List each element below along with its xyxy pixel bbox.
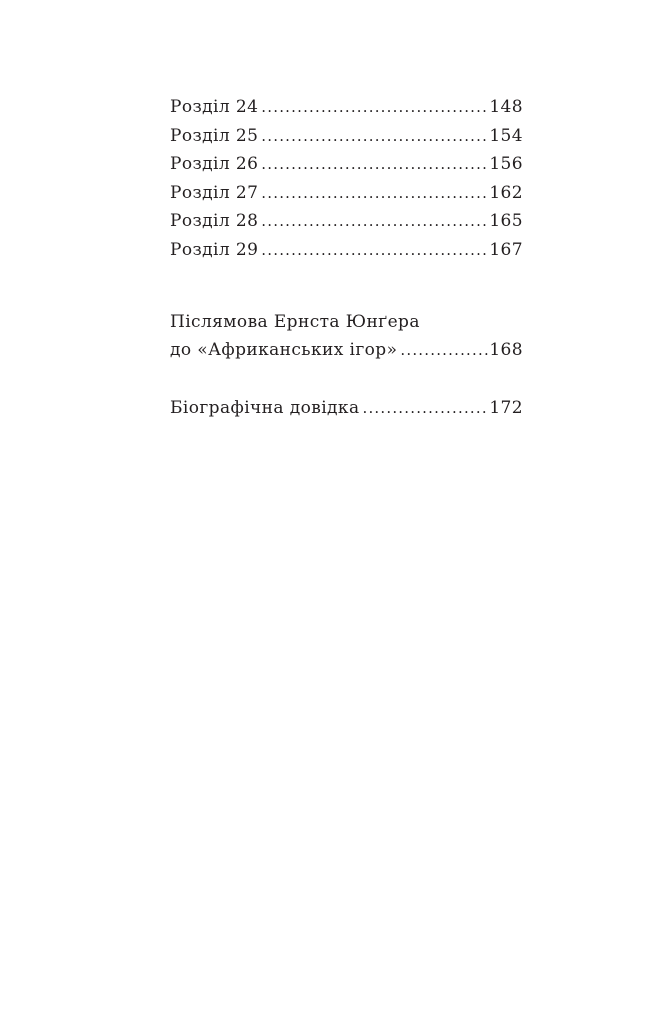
dot-leader bbox=[261, 122, 488, 151]
toc-entry-chapter-29[interactable] bbox=[170, 236, 523, 265]
toc-entry-title: Розділ 29 bbox=[170, 239, 259, 260]
toc-entry-chapter-27[interactable] bbox=[170, 179, 523, 208]
toc-entry-biography[interactable] bbox=[170, 394, 523, 423]
toc-entry-chapter-26[interactable] bbox=[170, 150, 523, 179]
toc-entry-page: 168 bbox=[489, 340, 523, 360]
toc-entry-page: 156 bbox=[489, 154, 523, 174]
dot-leader bbox=[261, 179, 488, 208]
toc-entry-title: Розділ 27 bbox=[170, 182, 259, 203]
toc-entry-title: Розділ 28 bbox=[170, 211, 259, 231]
toc-entry-afterword[interactable] bbox=[170, 308, 523, 365]
toc-entry-title: Розділ 24 bbox=[170, 97, 259, 117]
dot-leader bbox=[261, 150, 488, 179]
toc-entry-title: Розділ 26 bbox=[170, 154, 259, 174]
toc-entry-page: 172 bbox=[489, 397, 523, 418]
toc-entry-page: 148 bbox=[489, 97, 523, 117]
table-of-contents bbox=[170, 93, 523, 422]
dot-leader bbox=[362, 394, 488, 423]
toc-entry-chapter-24[interactable] bbox=[170, 93, 523, 122]
section-spacer bbox=[170, 365, 523, 394]
section-spacer bbox=[170, 264, 523, 308]
toc-entry-title-line2: до «Африканських ігор» bbox=[170, 340, 398, 360]
toc-entry-page: 167 bbox=[489, 239, 523, 260]
dot-leader bbox=[261, 236, 488, 265]
dot-leader bbox=[261, 93, 488, 122]
toc-entry-title: Біографічна довідка bbox=[170, 397, 360, 418]
toc-entry-page: 162 bbox=[489, 182, 523, 203]
dot-leader bbox=[261, 207, 488, 236]
toc-entry-title-line1: Післямова Ернста Юнґера bbox=[170, 312, 420, 332]
toc-entry-page: 165 bbox=[489, 211, 523, 231]
toc-entry-page: 154 bbox=[489, 125, 523, 146]
toc-entry-title: Розділ 25 bbox=[170, 125, 259, 146]
toc-entry-chapter-25[interactable] bbox=[170, 122, 523, 151]
toc-entry-chapter-28[interactable] bbox=[170, 207, 523, 236]
dot-leader bbox=[400, 336, 488, 365]
